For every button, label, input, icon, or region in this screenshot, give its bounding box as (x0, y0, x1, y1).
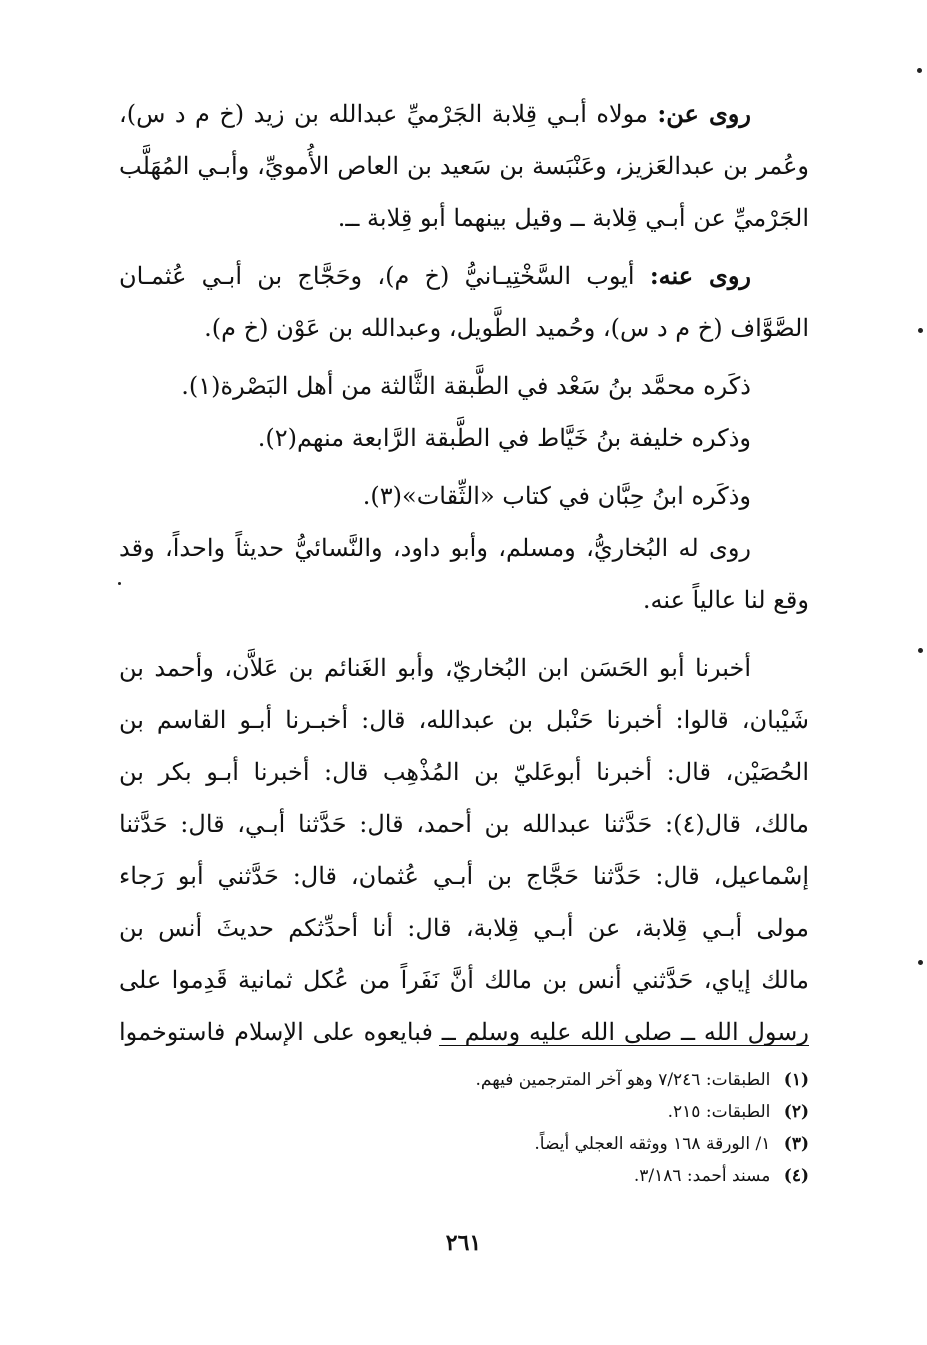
narrated-by-line: وقع لنا عالياً عنه. (642, 586, 809, 614)
footnote-number: (١) (783, 1070, 809, 1090)
footnote-number: (٣) (783, 1134, 809, 1154)
footnote-divider (439, 1045, 809, 1046)
narrated-by-line: روى له البُخاريُّ، ومسلم، وأبو داود، والنَّسائيُّ حديثاً واحداً، وقد (119, 534, 751, 562)
footnotes (119, 1064, 809, 1192)
isnad-line: إسْماعيل، قال: حَدَّثنا حَجَّاج بن أبـي عُثمان، قال: حَدَّثني أبو رَجاء (119, 862, 809, 890)
footnote-text: مسند أحمد: ٣/١٨٦. (633, 1166, 771, 1186)
footnote (119, 1160, 809, 1192)
footnote (119, 1096, 809, 1128)
isnad-line: مالك، قال(٤): حَدَّثنا عبدالله بن أحمد، قال: حَدَّثنا أبـي، قال: حَدَّثنا (119, 810, 809, 838)
mention-khalifa: وذكره خليفة بنُ خَيَّاط في الطَّبقة الرَّابعة منهم(٢). (257, 424, 751, 452)
narrators-to-line (119, 250, 809, 302)
narrators-from-text: مولاه أبـي قِلابة الجَرْميِّ عبدالله بن زيد (خ م د س)، (119, 100, 648, 128)
footnote-number: (٢) (783, 1102, 809, 1122)
footnote-text: الطبقات: ٧/٢٤٦ وهو آخر المترجمين فيهم. (475, 1070, 771, 1090)
narrators-to-text: أيوب السَّخْتِيـانيُّ (خ م)، وحَجَّاج بن أبـي عُثمـان (119, 262, 635, 290)
margin-mark (918, 648, 923, 653)
narrators-from-line: وعُمر بن عبدالعَزيز، وعَنْبَسة بن سَعيد بن العاص الأُمويِّ، وأبـي المُهَلَّب (119, 152, 809, 180)
narrators-from-label: روى عن: (657, 99, 751, 128)
isnad-line: مالك إياي، حَدَّثني أنس بن مالك أنَّ نَفَراً من عُكل ثمانية قَدِموا على (119, 966, 809, 994)
isnad-line: مولى أبـي قِلابة، عن أبـي قِلابة، قال: أنا أحدِّثكم حديثَ أنس بن (119, 914, 809, 942)
isnad-line: رسول الله ــ صلى الله عليه وسلم ــ فبايعوه على الإسلام فاستوخموا (119, 1018, 809, 1046)
narrators-from-line: الجَرْميِّ عن أبـي قِلابة ــ وقيل بينهما أبو قِلابة ــ. (337, 204, 809, 232)
margin-mark (918, 960, 923, 965)
mention-ibn-hibban: وذكَره ابنُ حِبَّان في كتاب «الثِّقات»(٣). (362, 482, 751, 510)
narrators-to-label: روى عنه: (649, 261, 752, 290)
isnad-line: أخبرنا أبو الحَسَن ابن البُخاريّ، وأبو الغَنائم بن عَلاَّن، وأحمد بن (119, 654, 751, 682)
footnote-number: (٤) (783, 1166, 809, 1186)
isnad-line: شَيْبان، قالوا: أخبرنا حَنْبل بن عبدالله، قال: أخبـرنا أبـو القاسم بن (119, 706, 809, 734)
main-text (119, 88, 809, 1058)
footnote (119, 1064, 809, 1096)
footnote-text: ١/ الورقة ١٦٨ ووثقه العجلي أيضاً. (534, 1134, 771, 1154)
mention-ibn-sad: ذكَره محمَّد بنُ سَعْد في الطَّبقة الثَّالثة من أهل البَصْرة(١). (181, 372, 751, 400)
narrators-from-line (119, 88, 809, 140)
footnote-text: الطبقات: ٢١٥. (667, 1102, 771, 1122)
page-number: ٢٦١ (445, 1230, 482, 1256)
margin-mark (918, 328, 923, 333)
narrators-to-line: الصَّوَّاف (خ م د س)، وحُميد الطَّويل، وعبدالله بن عَوْن (خ م). (204, 314, 809, 342)
footnote (119, 1128, 809, 1160)
margin-mark (917, 68, 922, 73)
isnad-line: الحُصَيْن، قال: أخبرنا أبوعَليّ بن المُذْهِب قال: أخبرنا أبـو بكر بن (119, 758, 809, 786)
